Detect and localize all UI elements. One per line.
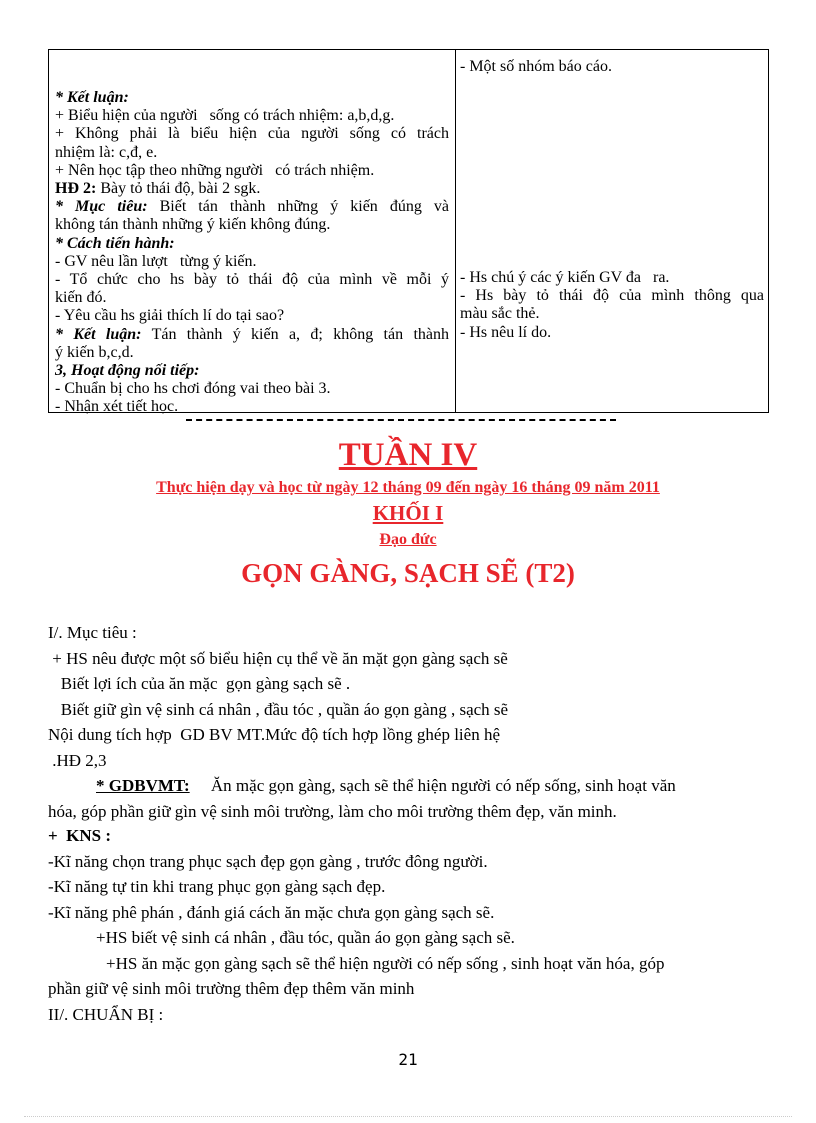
lesson-title: GỌN GÀNG, SẠCH SẼ (T2) bbox=[241, 558, 575, 588]
activity-text: + Nên học tập theo những người có trách nhiệm. bbox=[55, 161, 375, 179]
activity-text: - Chuẩn bị cho hs chơi đóng vai theo bài 3. bbox=[55, 380, 331, 398]
activity-text: - Nhận xét tiết học. bbox=[55, 398, 179, 416]
teacher-activity-line bbox=[55, 289, 449, 307]
kns-note-line: +HS ăn mặc gọn gàng sạch sẽ thể hiện người có nếp sống , sinh hoạt văn hóa, góp bbox=[106, 953, 665, 973]
activity-text: + Biểu hiện của người sống có trách nhiệm: a,b,d,g. bbox=[55, 107, 395, 125]
gdbvmt-line-2: hóa, góp phần giữ gìn vệ sinh môi trường, làm cho môi trường thêm đẹp, văn minh. bbox=[48, 801, 617, 821]
activity-text: - Yêu cầu hs giải thích lí do tại sao? bbox=[55, 307, 285, 325]
kns-note-line: +HS biết vệ sinh cá nhân , đầu tóc, quần áo gọn gàng sạch sẽ. bbox=[96, 928, 515, 947]
objective-line: Biết lợi ích của ăn mặc gọn gàng sạch sẽ . bbox=[48, 674, 351, 693]
teacher-activity-line bbox=[55, 162, 449, 180]
objective-line: + HS nêu được một số biểu hiện cụ thể về ăn mặt gọn gàng sạch sẽ bbox=[48, 648, 508, 668]
student-activity-line: - Hs chú ý các ý kiến GV đa ra. bbox=[460, 269, 670, 286]
activity-text: + Không phải là biểu hiện của người sống có trách bbox=[55, 125, 449, 143]
teacher-activity-line bbox=[55, 271, 449, 289]
activity-heading: * Cách tiến hành: bbox=[55, 234, 175, 252]
schedule-line: Thực hiện dạy và học từ ngày 12 tháng 09 đến ngày 16 tháng 09 năm 2011 bbox=[156, 479, 660, 496]
kns-label-line bbox=[48, 823, 770, 849]
section-separator bbox=[186, 419, 616, 421]
activity-text: - GV nêu lần lượt từng ý kiến. bbox=[55, 252, 257, 270]
teacher-activity-line bbox=[55, 216, 449, 234]
student-activity-line: - Một số nhóm báo cáo. bbox=[460, 58, 612, 75]
objectives-section bbox=[48, 620, 770, 773]
kns-skill-line: -Kĩ năng tự tin khi trang phục gọn gàng sạch đẹp. bbox=[48, 877, 386, 896]
activity-heading: 3, Hoạt động nối tiếp: bbox=[55, 362, 200, 380]
teacher-activity-line bbox=[55, 125, 449, 143]
activity-text: ý kiến b,c,d. bbox=[55, 343, 134, 361]
teacher-activity-line bbox=[55, 235, 449, 253]
kns-skill-line: -Kĩ năng chọn trang phục sạch đẹp gọn gàng , trước đông người. bbox=[48, 851, 488, 871]
teacher-activity-line bbox=[55, 180, 449, 198]
kns-skill-line: -Kĩ năng phê phán , đánh giá cách ăn mặc chưa gọn gàng sạch sẽ. bbox=[48, 902, 495, 922]
student-activity-line: - Hs bày tỏ thái độ của mình thông qua bbox=[460, 287, 764, 305]
activity-heading: * Kết luận: bbox=[55, 325, 142, 343]
objective-line: .HĐ 2,3 bbox=[48, 750, 107, 770]
teacher-activity-line bbox=[55, 362, 449, 380]
student-activities-cell bbox=[460, 58, 764, 341]
page-number: 21 bbox=[398, 1050, 418, 1069]
activity-text: nhiệm là: c,đ, e. bbox=[55, 143, 158, 161]
objectives-title: I/. Mục tiêu : bbox=[48, 623, 137, 642]
teacher-activities-cell bbox=[55, 89, 449, 417]
teacher-activity-line bbox=[55, 107, 449, 125]
student-activity-line: - Hs nêu lí do. bbox=[460, 323, 552, 341]
teacher-activity-line bbox=[55, 380, 449, 398]
activity-text: Bày tỏ thái độ, bài 2 sgk. bbox=[96, 180, 261, 198]
week-title: TUẦN IV bbox=[338, 437, 478, 473]
objective-line: Nội dung tích hợp GD BV MT.Mức độ tích hợp lồng ghép liên hệ bbox=[48, 725, 500, 744]
activity-text: Tán thành ý kiến a, đ; không tán thành bbox=[141, 325, 449, 343]
student-activity-line: màu sắc thẻ. bbox=[460, 305, 540, 323]
activity-heading: HĐ 2: bbox=[55, 180, 97, 198]
activity-heading: * Kết luận: bbox=[55, 89, 129, 106]
teacher-activity-line bbox=[55, 307, 449, 325]
lesson-activity-table bbox=[48, 49, 769, 416]
activity-heading: * Mục tiêu: bbox=[55, 198, 148, 216]
grade-title: KHỐI I bbox=[372, 501, 444, 525]
teacher-activity-line bbox=[55, 253, 449, 271]
subject-title: Đạo đức bbox=[379, 531, 437, 548]
gdbvmt-line-1 bbox=[48, 773, 770, 799]
objective-line: Biết giữ gìn vệ sinh cá nhân , đầu tóc , quần áo gọn gàng , sạch sẽ bbox=[48, 699, 509, 719]
teacher-activity-line bbox=[55, 344, 449, 362]
table-column-divider bbox=[455, 50, 456, 412]
teacher-activity-line bbox=[55, 89, 449, 107]
teacher-activity-line bbox=[55, 326, 449, 344]
kns-note-line: phần giữ vệ sinh môi trường thêm đẹp thêm văn minh bbox=[48, 979, 415, 998]
gdbvmt-section bbox=[48, 773, 770, 824]
kns-section bbox=[48, 823, 770, 1027]
activity-text: kiến đó. bbox=[55, 289, 107, 307]
activity-text: không tán thành những ý kiến không đúng. bbox=[55, 216, 331, 234]
teacher-activity-line bbox=[55, 144, 449, 162]
teacher-activity-line bbox=[55, 398, 449, 416]
teacher-activity-line bbox=[55, 198, 449, 216]
gdbvmt-label: * GDBVMT: bbox=[96, 776, 190, 795]
footer-line bbox=[24, 1116, 792, 1117]
preparation-title: II/. CHUẨN BỊ : bbox=[48, 1004, 164, 1024]
kns-label: + KNS : bbox=[48, 826, 112, 845]
gdbvmt-text: Ăn mặc gọn gàng, sạch sẽ thể hiện người có nếp sống, sinh hoạt văn bbox=[189, 776, 676, 795]
activity-text: - Tổ chức cho hs bày tỏ thái độ của mình về mỗi ý bbox=[55, 271, 449, 289]
activity-text: Biết tán thành những ý kiến đúng và bbox=[147, 198, 449, 216]
